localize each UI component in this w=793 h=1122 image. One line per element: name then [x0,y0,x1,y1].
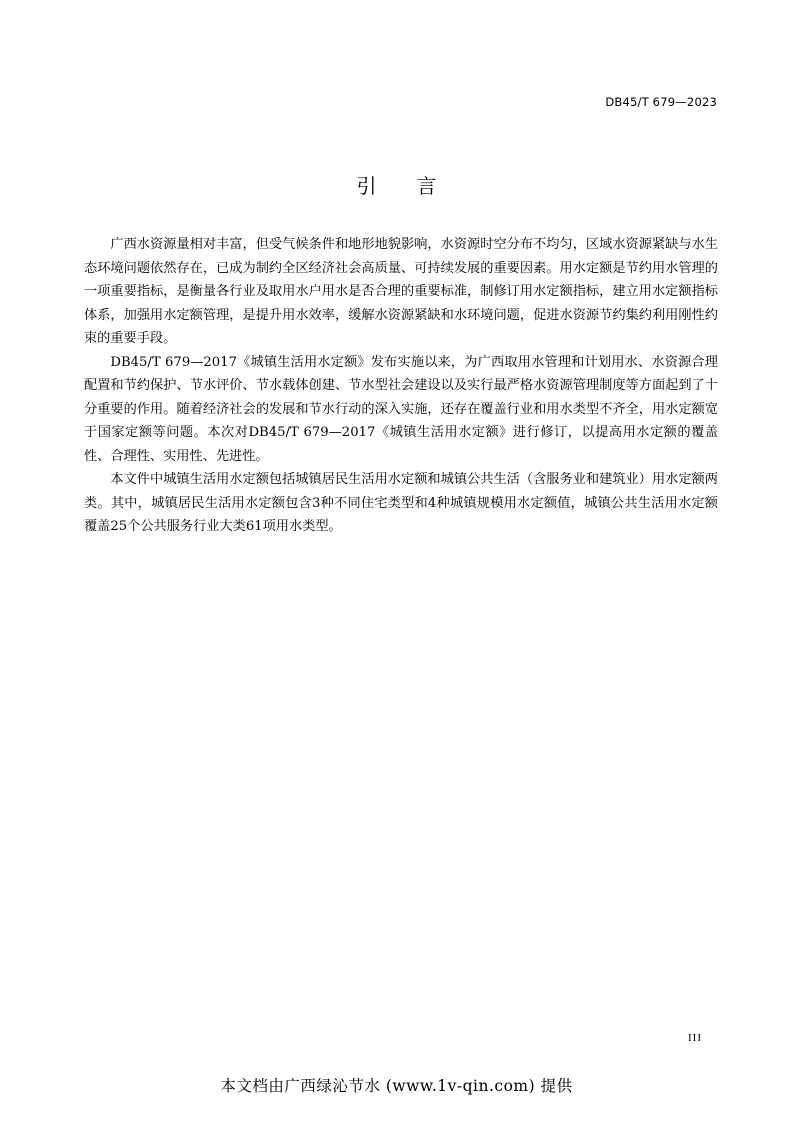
footer-note: 本文档由广西绿沁节水 (www.1v-qin.com) 提供 [220,1077,573,1095]
page-title: 引言 [356,174,477,198]
paragraph: DB45/T 679—2017《城镇生活用水定额》发布实施以来，为广西取用水管理和计划用水、水资源合理配置和节约保护、节水评价、节水载体创建、节水型社会建设以及实行最严格水资源管理制度等方面起到了十分重要的作用。随着经济社会的发展和节水行动的深入实施，还存在覆盖行业和用水类型不齐全，用水定额宽于国家定额等问题。本次对DB45/T 679—2017《城镇生活用水定额》进行修订，以提高用水定额的覆盖性、合理性、实用性、先进性。 [84,354,718,464]
body-text [84,233,718,539]
document-code: DB45/T 679—2023 [605,95,717,109]
paragraph: 本文件中城镇生活用水定额包括城镇居民生活用水定额和城镇公共生活（含服务业和建筑业）用水定额两类。其中，城镇居民生活用水定额包含3种不同住宅类型和4种城镇规模用水定额值，城镇公共生活用水定额覆盖25个公共服务行业大类61项用水类型。 [84,472,718,534]
paragraph: 广西水资源量相对丰富，但受气候条件和地形地貌影响，水资源时空分布不均匀，区域水资源紧缺与水生态环境问题依然存在，已成为制约全区经济社会高质量、可持续发展的重要因素。用水定额是节约用水管理的一项重要指标，是衡量各行业及取用水户用水是否合理的重要标准，制修订用水定额指标，建立用水定额指标体系，加强用水定额管理，是提升用水效率，缓解水资源紧缺和水环境问题，促进水资源节约集约利用刚性约束的重要手段。 [84,237,718,346]
page-number: III [688,1032,702,1044]
